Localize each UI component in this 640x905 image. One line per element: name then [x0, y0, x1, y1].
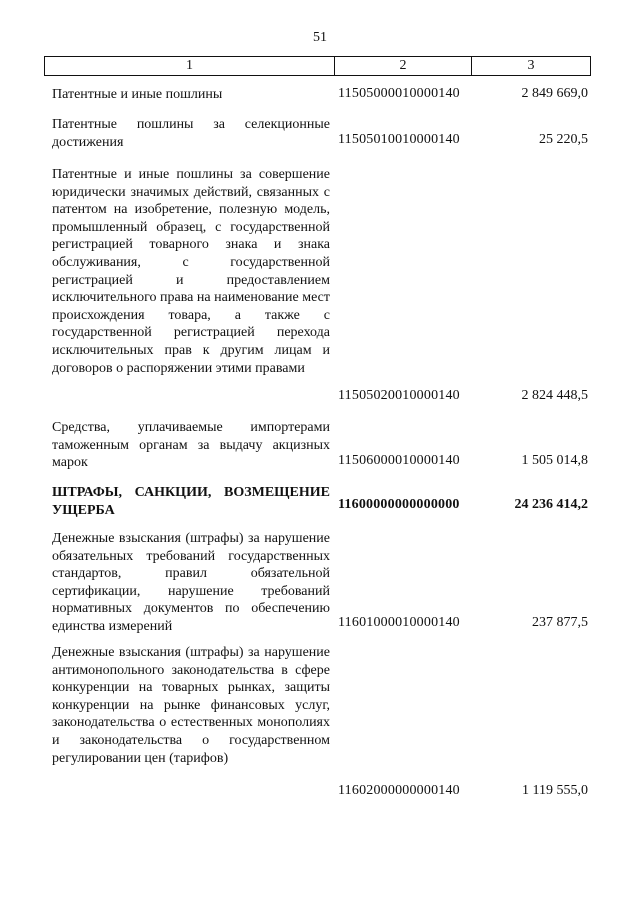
row-value: 2 849 669,0 — [521, 86, 588, 101]
table-row — [52, 116, 592, 156]
header-col-2: 2 — [335, 57, 472, 75]
row-code: 11602000000000140 — [338, 783, 460, 798]
table-header — [44, 56, 591, 76]
row-description: Денежные взыскания (штрафы) за нарушение обязательных требований государственных стандартов, правил обязательной сертификации, нарушение требований нормативных документов по обеспечению единства измерений — [52, 531, 330, 634]
row-value: 25 220,5 — [539, 132, 588, 147]
row-description: Патентные и иные пошлины за совершение юридически значимых действий, связанных с патентом на изобретение, полезную модель, промышленный образец, с государственной регистрацией товарного знака и знака обслуживания, с государственной регистрацией и предоставлением исключительного права на наименование мест происхождения товара, а также с государственной регистрацией перехода исключительных прав к другим лицам и договоров о распоряжении этими правами — [52, 167, 330, 376]
row-code: 11601000010000140 — [338, 615, 460, 630]
table-row — [52, 530, 592, 634]
row-value: 24 236 414,2 — [514, 497, 588, 512]
table-row — [52, 166, 592, 406]
row-value: 2 824 448,5 — [521, 388, 588, 403]
header-col-3: 3 — [527, 58, 535, 73]
row-value: 1 119 555,0 — [522, 783, 588, 798]
page-number: 51 — [313, 30, 327, 45]
row-description: Патентные и иные пошлины — [52, 87, 223, 102]
header-col-1: 1 — [45, 57, 335, 75]
row-description: Патентные пошлины за селекционные достижения — [52, 117, 330, 150]
row-code: 11600000000000000 — [338, 497, 460, 512]
row-code: 11506000010000140 — [338, 453, 460, 468]
row-value: 237 877,5 — [532, 615, 588, 630]
table-row — [52, 644, 592, 804]
table-row-section — [52, 484, 592, 524]
row-description: Средства, уплачиваемые импортерами таможенным органам за выдачу акцизных марок — [52, 420, 330, 471]
section-title: ШТРАФЫ, САНКЦИИ, ВОЗМЕЩЕНИЕ УЩЕРБА — [52, 485, 330, 518]
row-code: 11505000010000140 — [338, 86, 460, 101]
row-code: 11505010010000140 — [338, 132, 460, 147]
table-row — [52, 419, 592, 474]
row-code: 11505020010000140 — [338, 388, 460, 403]
row-value: 1 505 014,8 — [521, 453, 588, 468]
row-description: Денежные взыскания (штрафы) за нарушение антимонопольного законодательства в сфере конкуренции на товарных рынках, защиты конкуренции на рынке финансовых услуг, законодательства о естественных монополиях и законодательства о государственном регулировании цен (тарифов) — [52, 645, 330, 766]
table-row — [52, 86, 592, 106]
